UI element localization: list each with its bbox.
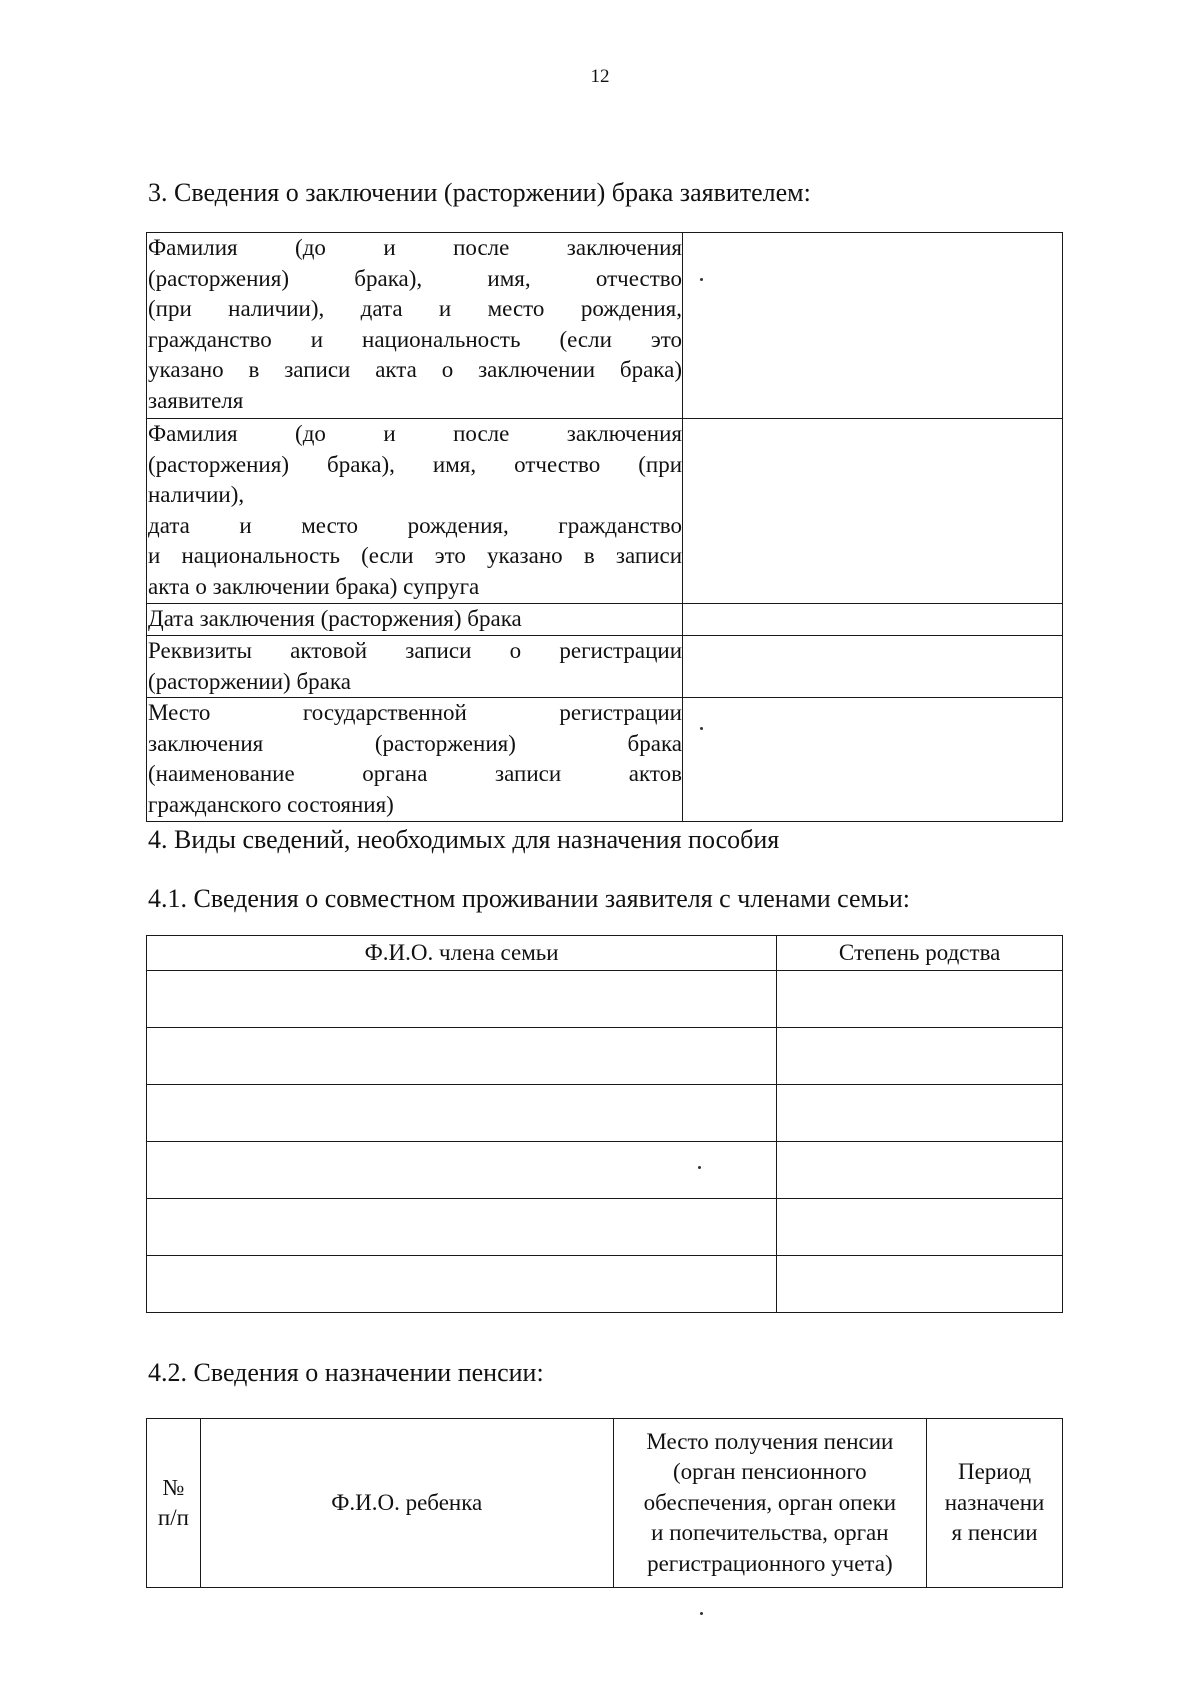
marriage-date-value[interactable] (683, 604, 1063, 636)
label-line: (расторжении) брака (148, 668, 351, 694)
family-member-cell[interactable] (147, 1142, 777, 1199)
scan-speck (700, 278, 703, 281)
relationship-cell[interactable] (777, 1199, 1063, 1256)
table-row-spouse (147, 419, 1063, 604)
label-line: гражданство и национальность (если это (148, 326, 682, 352)
table-row (147, 1199, 1063, 1256)
registration-place-value[interactable] (683, 698, 1063, 822)
label-line: (наименование органа записи актов (148, 761, 682, 786)
label-line: (при наличии), дата и место рождения, (148, 296, 682, 321)
table-header-row (147, 936, 1063, 971)
act-record-label (147, 636, 683, 698)
header-line: и попечительства, орган (651, 1520, 889, 1546)
relationship-cell[interactable] (777, 1142, 1063, 1199)
family-member-cell[interactable] (147, 1028, 777, 1085)
label-line: Дата заключения (расторжения) брака (148, 606, 522, 631)
column-header-number (147, 1419, 201, 1588)
header-line: я пенсии (951, 1520, 1038, 1546)
table-header-row (147, 1419, 1063, 1588)
column-header-relationship: Степень родства (777, 936, 1063, 971)
section-3-title: 3. Сведения о заключении (расторжении) брака заявителем: (148, 178, 811, 207)
header-line: п/п (157, 1505, 189, 1530)
family-member-cell[interactable] (147, 1085, 777, 1142)
header-line: регистрационного учета) (647, 1550, 893, 1576)
section-4-title: 4. Виды сведений, необходимых для назначения пособия (148, 825, 780, 854)
table-row (147, 1085, 1063, 1142)
marriage-info-table (146, 232, 1063, 822)
label-line: Место государственной регистрации (148, 700, 682, 725)
table-row-registration-place (147, 698, 1063, 822)
column-header-child-name: Ф.И.О. ребенка (200, 1419, 613, 1588)
family-members-table (146, 935, 1063, 1313)
table-row (147, 1256, 1063, 1313)
act-record-value[interactable] (683, 636, 1063, 698)
section-4-2-title: 4.2. Сведения о назначении пенсии: (148, 1358, 544, 1387)
applicant-details-label (147, 233, 683, 419)
relationship-cell[interactable] (777, 971, 1063, 1028)
table-row (147, 1142, 1063, 1199)
header-line: обеспечения, орган опеки (643, 1489, 897, 1515)
label-line: дата и место рождения, гражданство (148, 512, 682, 538)
label-line: гражданского состояния) (148, 791, 394, 817)
label-line: акта о заключении брака) супруга (148, 573, 480, 599)
header-line: Место получения пенсии (646, 1428, 894, 1454)
family-member-cell[interactable] (147, 1199, 777, 1256)
relationship-cell[interactable] (777, 1085, 1063, 1142)
registration-place-label (147, 698, 683, 822)
relationship-cell[interactable] (777, 1028, 1063, 1085)
label-line: указано в записи акта о заключении брака) (148, 357, 682, 382)
header-line: назначени (944, 1489, 1045, 1515)
pension-info-table (146, 1418, 1063, 1588)
label-line: заявителя (148, 387, 244, 413)
table-row-marriage-date (147, 604, 1063, 636)
label-line: Фамилия (до и после заключения (148, 235, 682, 260)
spouse-details-label (147, 419, 683, 604)
relationship-cell[interactable] (777, 1256, 1063, 1313)
page-number: 12 (590, 66, 610, 87)
scan-speck (698, 1166, 701, 1169)
label-line: наличии), (148, 482, 245, 507)
spouse-details-value[interactable] (683, 419, 1063, 604)
family-member-cell[interactable] (147, 971, 777, 1028)
label-line: Фамилия (до и после заключения (148, 421, 682, 446)
header-line: Период (957, 1459, 1032, 1485)
table-row (147, 1028, 1063, 1085)
scan-speck (700, 727, 703, 730)
label-line: Реквизиты актовой записи о регистрации (148, 638, 682, 663)
column-header-family-member: Ф.И.О. члена семьи (147, 936, 777, 971)
header-line: (орган пенсионного (673, 1459, 867, 1485)
label-line: (расторжения) брака), имя, отчество (148, 265, 682, 291)
family-member-cell[interactable] (147, 1256, 777, 1313)
marriage-date-label (147, 604, 683, 636)
label-line: заключения (расторжения) брака (148, 730, 682, 756)
table-row (147, 971, 1063, 1028)
applicant-details-value[interactable] (683, 233, 1063, 419)
label-line: (расторжения) брака), имя, отчество (при (148, 451, 682, 477)
column-header-pension-period (927, 1419, 1063, 1588)
column-header-pension-place (613, 1419, 926, 1588)
table-row-act-record (147, 636, 1063, 698)
header-line: № (162, 1474, 185, 1500)
table-row-applicant (147, 233, 1063, 419)
section-4-1-title: 4.1. Сведения о совместном проживании заявителя с членами семьи: (148, 884, 910, 913)
scan-speck (700, 1612, 703, 1615)
label-line: и национальность (если это указано в записи (148, 543, 682, 568)
